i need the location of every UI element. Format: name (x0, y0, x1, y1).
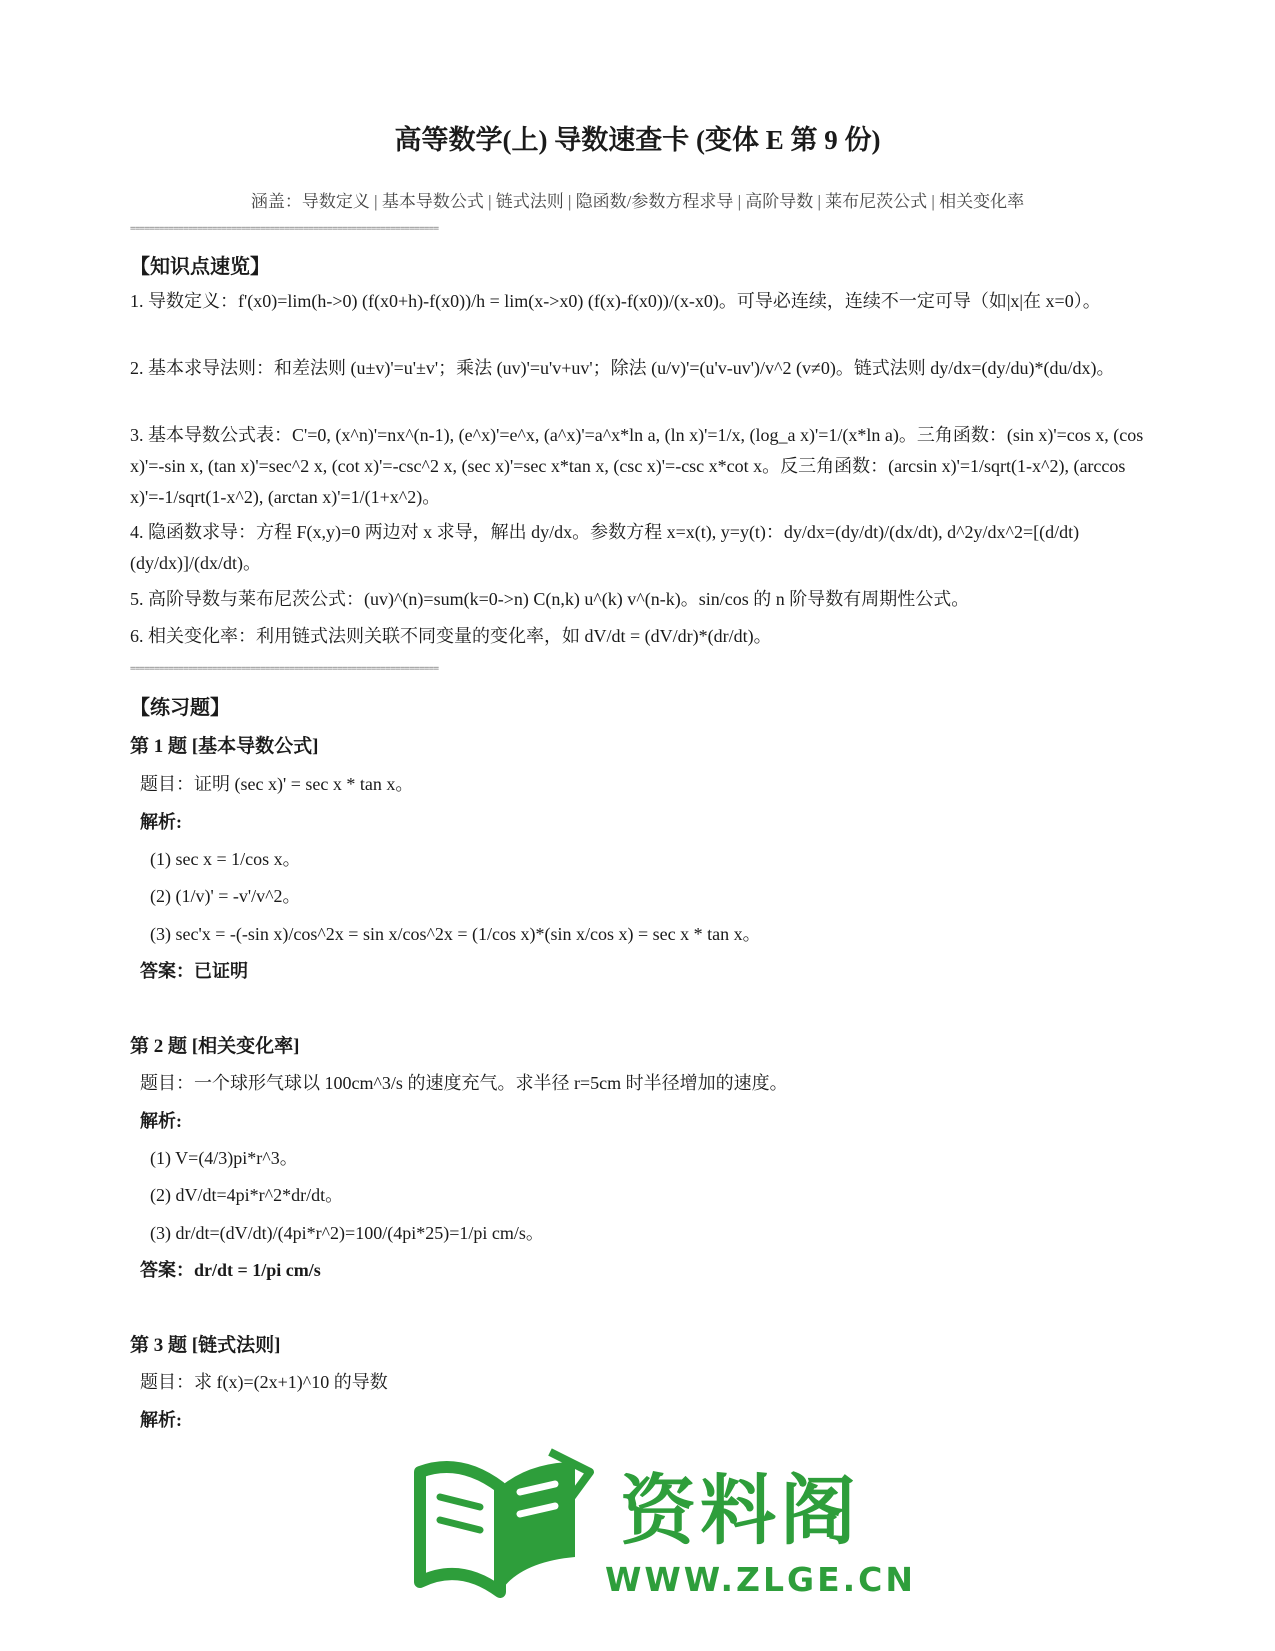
page-subtitle: 涵盖：导数定义 | 基本导数公式 | 链式法则 | 隐函数/参数方程求导 | 高阶导数 | 莱布尼茨公式 | 相关变化率 (250, 192, 1025, 211)
analysis-label: 解析: (140, 1410, 182, 1430)
question-2-text: 题目：一个球形气球以 100cm^3/s 的速度充气。求半径 r=5cm 时半径增加的速度。 (140, 1073, 788, 1093)
knowledge-item: 2. 基本求导法则：和差法则 (u±v)'=u'±v'；乘法 (uv)'=u'v+uv'；除法 (u/v)'=(u'v-uv')/v^2 (v≠0)。链式法则 dy/dx=(dy/du)*(du/dx)。 (130, 358, 1115, 378)
solution-step: (1) sec x = 1/cos x。 (150, 849, 301, 869)
watermark-url: WWW.ZLGE.CN (605, 1560, 917, 1599)
knowledge-item: 5. 高阶导数与莱布尼茨公式：(uv)^(n)=sum(k=0->n) C(n,k) u^(k) v^(n-k)。sin/cos 的 n 阶导数有周期性公式。 (130, 589, 970, 609)
solution-step: (3) sec'x = -(-sin x)/cos^2x = sin x/cos^2x = (1/cos x)*(sin x/cos x) = sec x * tan x。 (150, 924, 761, 944)
watermark-logo (400, 1450, 917, 1640)
solution-step: (3) dr/dt=(dV/dt)/(4pi*r^2)=100/(4pi*25)=1/pi cm/s。 (150, 1223, 544, 1243)
solution-step: (2) dV/dt=4pi*r^2*dr/dt。 (150, 1185, 344, 1205)
open-book-icon (400, 1442, 600, 1602)
answer-line: 答案：dr/dt = 1/pi cm/s (140, 1260, 321, 1280)
page-title: 高等数学(上) 导数速查卡 (变体 E 第 9 份) (394, 125, 881, 155)
question-1-text: 题目：证明 (sec x)' = sec x * tan x。 (140, 774, 414, 794)
knowledge-item: 3. 基本导数公式表：C'=0, (x^n)'=nx^(n-1), (e^x)'=e^x, (a^x)'=a^x*ln a, (ln x)'=1/x, (log_a x)'=1/(x*ln a)。三角函数：(sin x)'=cos x, (cos x)'=-sin x, (tan x)'=sec^2 x, (cot x)'=-csc^2 x, (sec x)'=sec x*tan x, (csc x)'=-csc x*cot x。反三角函数：(arcsin x)'=1/sqrt(1-x^2), (arccos x)'=-1/sqrt(1-x^2), (arctan x)'=1/(1+x^2)。 (130, 425, 1144, 507)
question-1-heading: 第 1 题 [基本导数公式] (130, 736, 319, 757)
analysis-label: 解析: (140, 812, 182, 832)
analysis-label: 解析: (140, 1111, 182, 1131)
solution-step: (1) V=(4/3)pi*r^3。 (150, 1148, 298, 1168)
knowledge-item: 4. 隐函数求导：方程 F(x,y)=0 两边对 x 求导，解出 dy/dx。参数方程 x=x(t), y=y(t)：dy/dx=(dy/dt)/(dx/dt), d^2y/dx^2=[(d/dt)(dy/dx)]/(dx/dt)。 (130, 522, 1080, 573)
divider-rule: ================================================================ (130, 224, 439, 234)
answer-line: 答案：已证明 (140, 961, 248, 981)
watermark-name: 资料阁 (620, 1466, 860, 1555)
question-3-heading: 第 3 题 [链式法则] (130, 1335, 281, 1356)
question-3-text: 题目：求 f(x)=(2x+1)^10 的导数 (140, 1372, 388, 1392)
question-2-heading: 第 2 题 [相关变化率] (130, 1036, 300, 1057)
knowledge-item: 1. 导数定义：f'(x0)=lim(h->0) (f(x0+h)-f(x0))/h = lim(x->x0) (f(x)-f(x0))/(x-x0)。可导必连续，连续不一定可导（如|x|在 x=0）。 (130, 291, 1101, 311)
knowledge-item: 6. 相关变化率：利用链式法则关联不同变量的变化率，如 dV/dt = (dV/dr)*(dr/dt)。 (130, 626, 772, 646)
solution-step: (2) (1/v)' = -v'/v^2。 (150, 886, 301, 906)
exercises-heading: 【练习题】 (130, 697, 230, 719)
divider-rule: ================================================================ (130, 664, 439, 674)
knowledge-heading: 【知识点速览】 (130, 256, 270, 278)
